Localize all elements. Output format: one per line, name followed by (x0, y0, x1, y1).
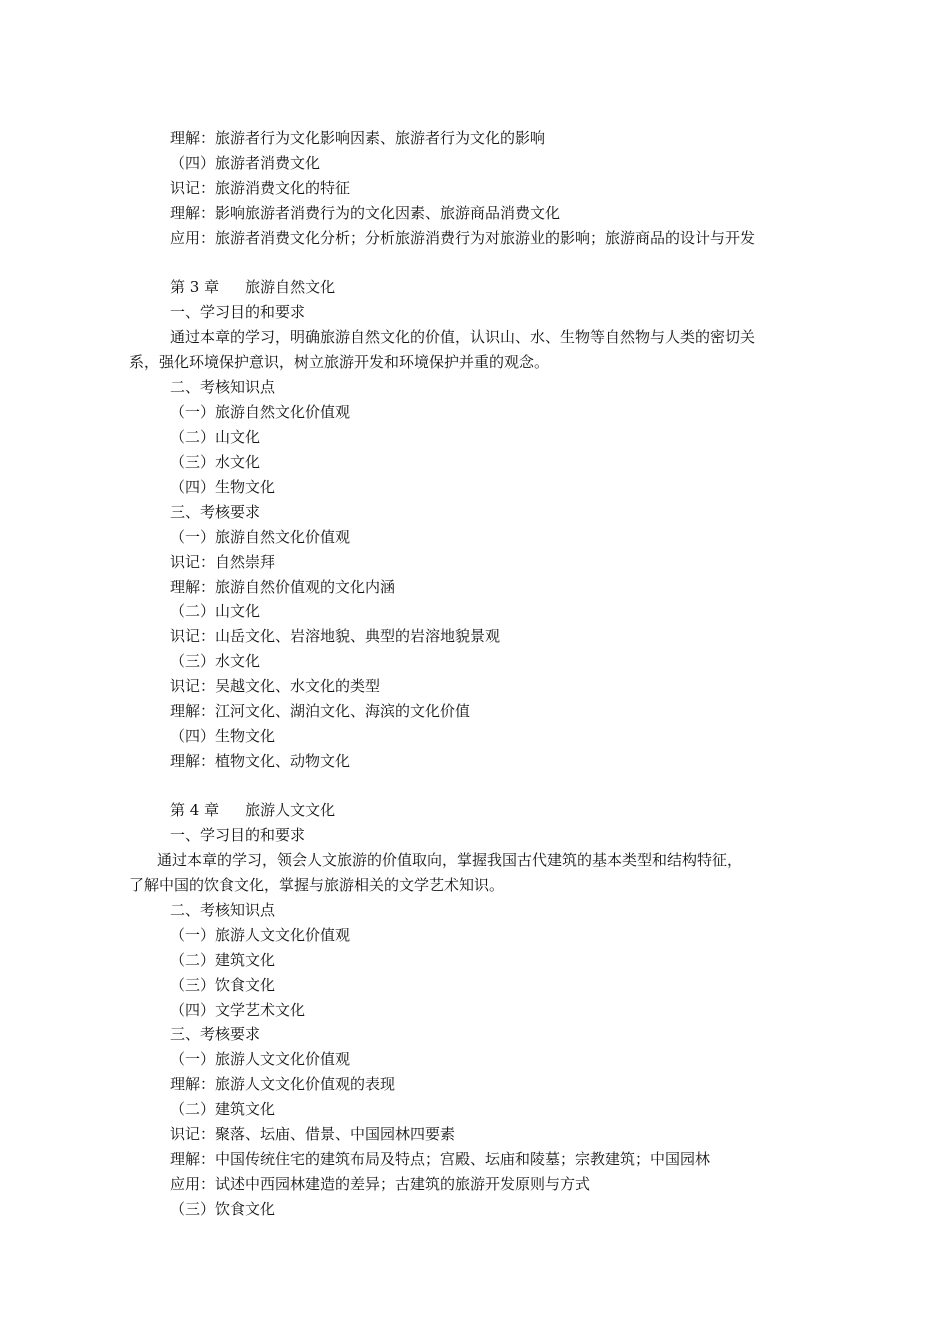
section-heading: 二、考核知识点 (170, 378, 276, 396)
text-line: 应用：试述中西园林建造的差异；古建筑的旅游开发原则与方式 (170, 1175, 591, 1193)
text-line: 识记：山岳文化、岩溶地貌、典型的岩溶地貌景观 (170, 627, 501, 645)
text-line: 理解：旅游人文文化价值观的表现 (170, 1075, 396, 1093)
text-line: （一）旅游人文文化价值观 (170, 1050, 351, 1068)
text-line: 应用：旅游者消费文化分析；分析旅游消费行为对旅游业的影响；旅游商品的设计与开发 (170, 229, 756, 247)
text-line: 理解：旅游者行为文化影响因素、旅游者行为文化的影响 (170, 129, 546, 147)
text-line: （三）水文化 (170, 453, 261, 471)
text-line: （三）水文化 (170, 652, 261, 670)
chapter-title: 旅游自然文化 (245, 278, 336, 296)
text-line: （二）山文化 (170, 602, 261, 620)
text-line: （二）山文化 (170, 428, 261, 446)
text-line: 理解：旅游自然价值观的文化内涵 (170, 578, 396, 596)
text-line: （一）旅游人文文化价值观 (170, 926, 351, 944)
paragraph-line: 系，强化环境保护意识，树立旅游开发和环境保护并重的观念。 (129, 353, 550, 371)
text-line: 理解：中国传统住宅的建筑布局及特点；宫殿、坛庙和陵墓；宗教建筑；中国园林 (170, 1150, 711, 1168)
text-line: （三）饮食文化 (170, 976, 276, 994)
chapter-4-heading (170, 800, 850, 820)
section-heading: 二、考核知识点 (170, 901, 276, 919)
section-heading: 三、考核要求 (170, 1025, 261, 1043)
paragraph-line: 了解中国的饮食文化，掌握与旅游相关的文学艺术知识。 (129, 876, 505, 894)
text-line: 识记：自然崇拜 (170, 553, 276, 571)
text-line: （四）旅游者消费文化 (170, 154, 321, 172)
chapter-number: 第 3 章 (170, 278, 220, 296)
section-heading: 一、学习目的和要求 (170, 826, 306, 844)
section-heading: 一、学习目的和要求 (170, 303, 306, 321)
text-line: （四）文学艺术文化 (170, 1001, 306, 1019)
text-line: 理解：江河文化、湖泊文化、海滨的文化价值 (170, 702, 471, 720)
text-line: （一）旅游自然文化价值观 (170, 403, 351, 421)
chapter-number: 第 4 章 (170, 801, 220, 819)
text-line: 理解：影响旅游者消费行为的文化因素、旅游商品消费文化 (170, 204, 561, 222)
section-heading: 三、考核要求 (170, 503, 261, 521)
chapter-3-heading (170, 277, 850, 297)
text-line: （四）生物文化 (170, 478, 276, 496)
text-line: 理解：植物文化、动物文化 (170, 752, 351, 770)
text-line: 识记：聚落、坛庙、借景、中国园林四要素 (170, 1125, 456, 1143)
chapter-title: 旅游人文文化 (245, 801, 336, 819)
text-line: （二）建筑文化 (170, 951, 276, 969)
text-line: （四）生物文化 (170, 727, 276, 745)
paragraph-line: 通过本章的学习，领会人文旅游的价值取向，掌握我国古代建筑的基本类型和结构特征， (157, 851, 743, 869)
text-line: （三）饮食文化 (170, 1200, 276, 1218)
text-line: 识记：吴越文化、水文化的类型 (170, 677, 381, 695)
text-line: （一）旅游自然文化价值观 (170, 528, 351, 546)
text-line: （二）建筑文化 (170, 1100, 276, 1118)
text-line: 识记：旅游消费文化的特征 (170, 179, 351, 197)
paragraph-line: 通过本章的学习，明确旅游自然文化的价值，认识山、水、生物等自然物与人类的密切关 (170, 328, 756, 346)
